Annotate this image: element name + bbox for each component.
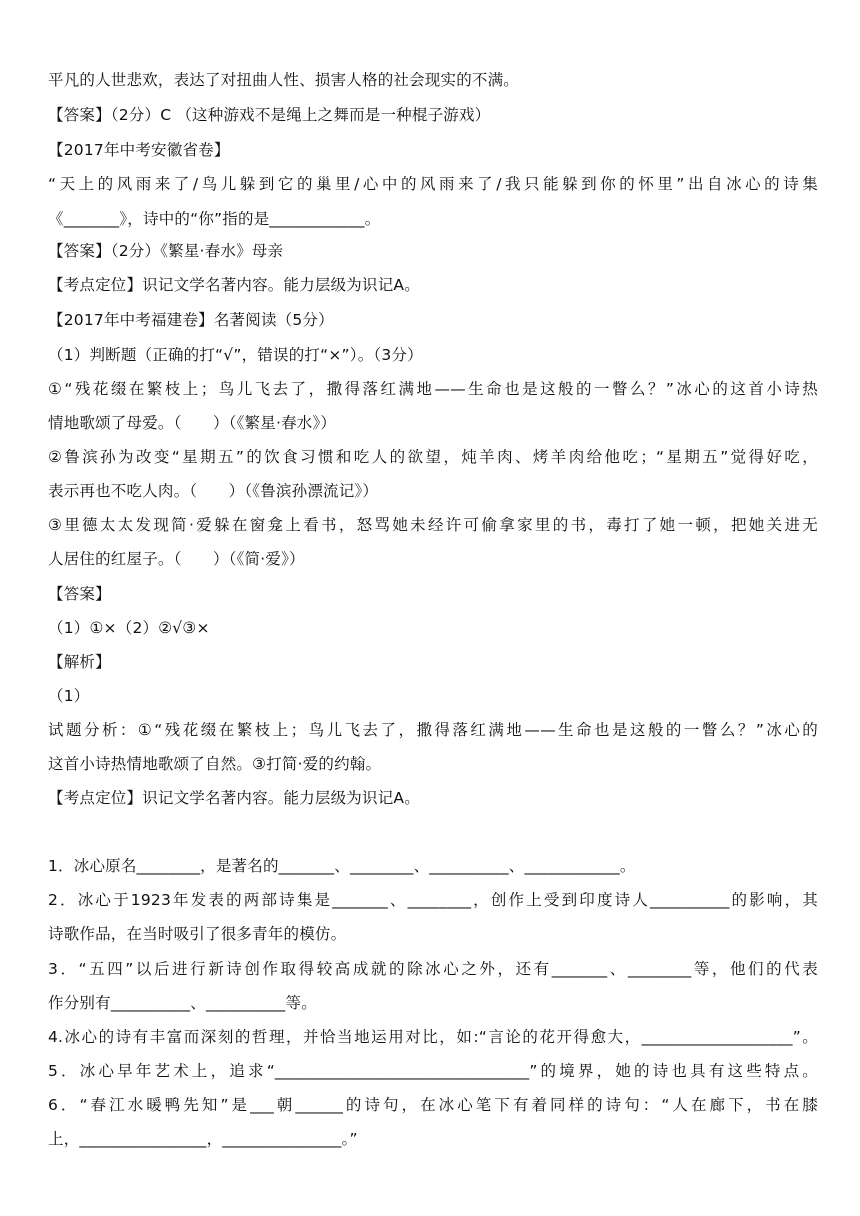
answer-line: （1）①×（2）②√③× [48, 619, 210, 637]
analysis-line: （1） [48, 687, 90, 705]
analysis-line: 试题分析：①“残花缀在繁枝上；鸟儿飞去了，撒得落红满地——生命也是这般的一瞥么？”冰心的 [48, 721, 818, 739]
question-line: “天上的风雨来了/鸟儿躲到它的巢里/心中的风雨来了/我只能躲到你的怀里”出自冰心的诗集 [48, 175, 818, 193]
question-line: ①“残花缀在繁枝上；鸟儿飞去了，撒得落红满地——生命也是这般的一瞥么？”冰心的这首小诗热 [48, 380, 818, 398]
text-line: 平凡的人世悲欢，表达了对扭曲人性、损害人格的社会现实的不满。 [48, 71, 520, 89]
answer-line: 【答案】（2分）C （这种游戏不是绳上之舞而是一种棍子游戏） [48, 106, 491, 124]
exercise-1: 1．冰心原名________，是著名的_______、________、__________、____________。 [48, 857, 636, 875]
analysis-line: 这首小诗热情地歌颂了自然。③打简·爱的约翰。 [48, 755, 382, 773]
question-line: ②鲁滨孙为改变“星期五”的饮食习惯和吃人的欲望，炖羊肉、烤羊肉给他吃；“星期五”觉得好吃， [48, 448, 818, 466]
exercise-3-cont: 作分别有__________、__________等。 [48, 994, 317, 1012]
question-line: 情地歌颂了母爱。（ ）（《繁星·春水》） [48, 414, 337, 432]
section-heading: 【2017年中考福建卷】名著阅读（5分） [48, 311, 334, 329]
section-heading: 【2017年中考安徽省卷】 [48, 141, 230, 159]
exercise-5: 5．冰心早年艺术上，追求“________________________________”的境界，她的诗也具有这些特点。 [48, 1062, 818, 1080]
answer-line: 【答案】（2分）《繁星·春水》母亲 [48, 242, 284, 260]
exercise-6: 6．“春江水暖鸭先知”是___朝______的诗句，在冰心笔下有着同样的诗句：“人在廊下，书在膝 [48, 1096, 818, 1114]
answer-heading: 【答案】 [48, 585, 111, 603]
point-line: 【考点定位】识记文学名著内容。能力层级为识记A。 [48, 276, 420, 294]
question-line: 《_______》，诗中的“你”指的是____________。 [48, 210, 381, 228]
question-line: 人居住的红屋子。（ ）（《简·爱》） [48, 550, 305, 568]
question-line: ③里德太太发现简·爱躲在窗龛上看书，怒骂她未经许可偷拿家里的书，毒打了她一顿，把她关进无 [48, 516, 818, 534]
analysis-heading: 【解析】 [48, 653, 111, 671]
exercise-3: 3．“五四”以后进行新诗创作取得较高成就的除冰心之外，还有_______、________等，他们的代表 [48, 960, 818, 978]
exercise-2-cont: 诗歌作品，在当时吸引了很多青年的模仿。 [48, 925, 347, 943]
question-line: （1）判断题（正确的打“√”，错误的打“×”）。（3分） [48, 346, 423, 364]
point-line: 【考点定位】识记文学名著内容。能力层级为识记A。 [48, 789, 420, 807]
exercise-4: 4.冰心的诗有丰富而深刻的哲理，并恰当地运用对比，如:“言论的花开得愈大，___________________”。 [48, 1028, 818, 1046]
exercise-2: 2．冰心于1923年发表的两部诗集是_______、________，创作上受到印度诗人__________的影响，其 [48, 891, 818, 909]
exercise-6-cont: 上，________________，_______________。” [48, 1130, 358, 1148]
question-line: 表示再也不吃人肉。（ ）（《鲁滨孙漂流记》） [48, 482, 379, 500]
